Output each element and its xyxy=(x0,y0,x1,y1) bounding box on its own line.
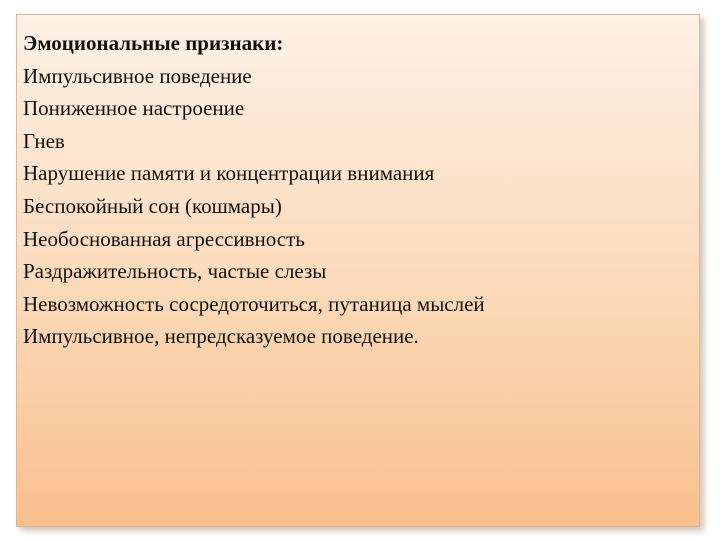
list-item: Беспокойный сон (кошмары) xyxy=(23,193,282,218)
slide-heading: Эмоциональные признаки: xyxy=(23,31,284,55)
content-panel xyxy=(16,14,700,527)
list-item: Гнев xyxy=(23,128,65,153)
list-item: Раздражительность, частые слезы xyxy=(23,259,327,284)
symptom-list xyxy=(23,60,691,353)
list-item: Импульсивное поведение xyxy=(23,63,252,88)
list-item: Невозможность сосредоточиться, путаница мыслей xyxy=(23,291,485,316)
list-item: Необоснованная агрессивность xyxy=(23,226,305,251)
list-item: Нарушение памяти и концентрации внимания xyxy=(23,161,435,186)
list-item: Импульсивное, непредсказуемое поведение. xyxy=(23,324,419,349)
text-content xyxy=(23,27,691,353)
list-item: Пониженное настроение xyxy=(23,96,245,121)
